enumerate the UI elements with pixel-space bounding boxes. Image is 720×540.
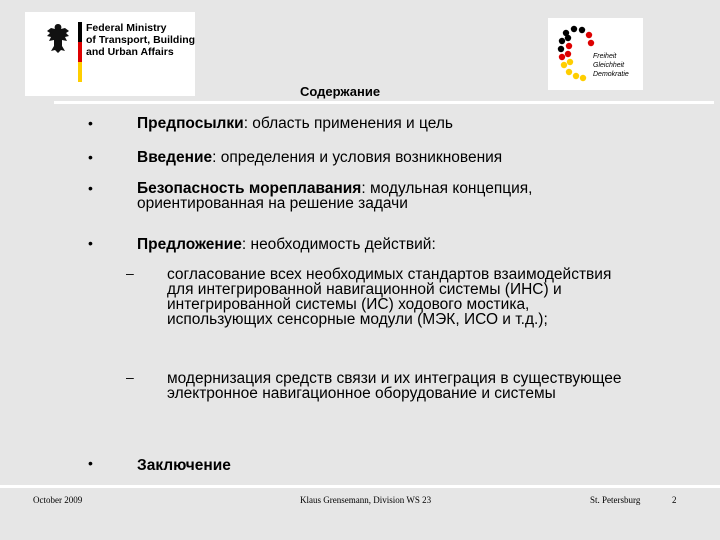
slide-title: Содержание — [300, 84, 381, 99]
item-text: : определения и условия возникновения — [212, 149, 503, 166]
bullet-icon: • — [88, 180, 93, 196]
german-flag-stripe — [78, 22, 82, 82]
bullet-icon: • — [88, 235, 93, 251]
title-divider — [54, 101, 714, 104]
list-item — [137, 116, 617, 131]
item-heading: Введение — [137, 149, 213, 166]
dash-marker: – — [126, 369, 134, 385]
fdd-line-2: Gleichheit — [593, 62, 625, 69]
sub-list-item: модернизация средств связи и их интеграция в существующее электронное навигационное оборудование и системы — [167, 370, 622, 402]
item-heading: Заключение — [137, 457, 231, 474]
fdd-text — [593, 52, 629, 79]
fdd-line-3: Demokratie — [593, 71, 629, 78]
fdd-logo — [548, 18, 643, 90]
ministry-name — [86, 22, 195, 58]
bullet-icon: • — [88, 455, 93, 471]
ministry-logo — [25, 12, 195, 96]
footer-place: St. Petersburg — [590, 495, 641, 505]
item-text: : необходимость действий: — [241, 236, 436, 253]
bullet-icon: • — [88, 149, 93, 165]
fdd-line-1: Freiheit — [593, 53, 617, 60]
federal-eagle-icon — [45, 22, 71, 54]
dots-logo-icon — [556, 24, 596, 84]
dash-marker: – — [126, 265, 134, 281]
footer-date: October 2009 — [33, 495, 83, 505]
item-text: : модульная концепция, ориентированная на решение задачи — [137, 180, 533, 212]
ministry-line-3: and Urban Affairs — [86, 46, 174, 58]
list-item — [137, 150, 617, 165]
list-item — [137, 237, 617, 252]
item-heading: Безопасность мореплавания — [137, 180, 362, 197]
item-text: : область применения и цель — [243, 115, 453, 132]
footer-author: Klaus Grensemann, Division WS 23 — [300, 495, 432, 505]
item-heading: Предложение — [137, 236, 242, 253]
list-item — [137, 181, 607, 211]
ministry-line-2: of Transport, Building — [86, 34, 196, 46]
footer-divider — [0, 485, 720, 488]
ministry-line-1: Federal Ministry — [86, 22, 167, 34]
sub-list-item: согласование всех необходимых стандартов взаимодействия для интегрированной навигационной системы (ИНС) и интегрированной системы (ИС) ходового мостика, использующих сенсорные модули (МЭК, ИСО и т.д.); — [167, 266, 612, 328]
item-heading: Предпосылки — [137, 115, 244, 132]
bullet-icon: • — [88, 115, 93, 131]
page-number: 2 — [672, 495, 677, 505]
list-item — [137, 458, 617, 473]
